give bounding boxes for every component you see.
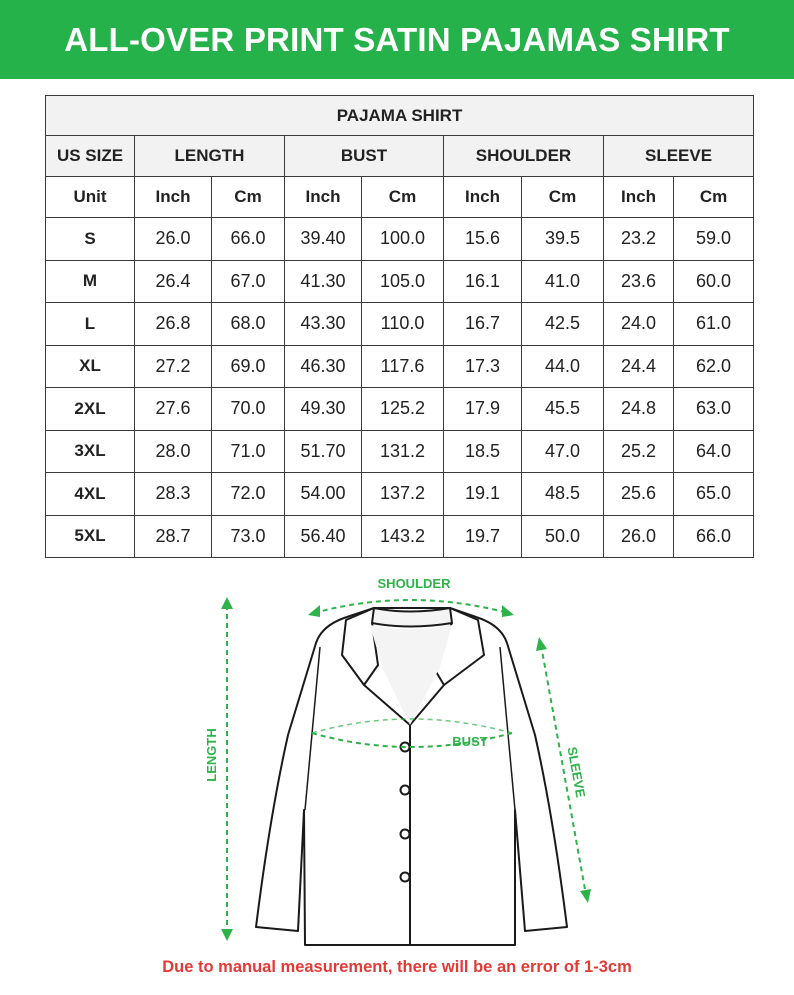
measurement-cell: 70.0 — [212, 388, 285, 431]
size-cell: L — [46, 303, 135, 346]
measurement-cell: 46.30 — [285, 345, 362, 388]
measurement-cell: 62.0 — [674, 345, 754, 388]
unit-header: Unit — [46, 177, 135, 218]
shoulder-arrowhead-left — [308, 605, 320, 617]
unit-header: Inch — [135, 177, 212, 218]
measurement-cell: 18.5 — [444, 430, 522, 473]
measurement-cell: 143.2 — [362, 515, 444, 558]
measurement-cell: 27.6 — [135, 388, 212, 431]
measurement-cell: 100.0 — [362, 218, 444, 261]
length-label: LENGTH — [204, 728, 219, 782]
measurement-cell: 105.0 — [362, 260, 444, 303]
measurement-cell: 50.0 — [522, 515, 604, 558]
size-cell: M — [46, 260, 135, 303]
sleeve-arrowhead-top — [536, 637, 547, 651]
measurement-cell: 51.70 — [285, 430, 362, 473]
shoulder-label: SHOULDER — [377, 576, 451, 591]
measurement-cell: 25.2 — [604, 430, 674, 473]
measurement-cell: 19.1 — [444, 473, 522, 516]
measurement-cell: 24.0 — [604, 303, 674, 346]
measurement-cell: 61.0 — [674, 303, 754, 346]
measurement-cell: 72.0 — [212, 473, 285, 516]
size-cell: XL — [46, 345, 135, 388]
measurement-cell: 28.3 — [135, 473, 212, 516]
unit-header: Cm — [362, 177, 444, 218]
bust-label: BUST — [452, 734, 488, 749]
measurement-cell: 26.0 — [604, 515, 674, 558]
measurement-cell: 45.5 — [522, 388, 604, 431]
unit-header: Cm — [212, 177, 285, 218]
length-arrowhead-top — [221, 597, 233, 609]
measurement-cell: 15.6 — [444, 218, 522, 261]
measurement-cell: 17.3 — [444, 345, 522, 388]
measurement-cell: 54.00 — [285, 473, 362, 516]
measurement-cell: 28.7 — [135, 515, 212, 558]
group-header-length: LENGTH — [135, 136, 285, 177]
size-cell: 2XL — [46, 388, 135, 431]
measurement-cell: 110.0 — [362, 303, 444, 346]
measurement-cell: 39.40 — [285, 218, 362, 261]
size-cell: 4XL — [46, 473, 135, 516]
measurement-cell: 131.2 — [362, 430, 444, 473]
measurement-cell: 41.0 — [522, 260, 604, 303]
measurement-cell: 23.2 — [604, 218, 674, 261]
measurement-cell: 41.30 — [285, 260, 362, 303]
banner-title: ALL-OVER PRINT SATIN PAJAMAS SHIRT — [64, 20, 730, 58]
measurement-cell: 60.0 — [674, 260, 754, 303]
size-cell: 5XL — [46, 515, 135, 558]
group-header-bust: BUST — [285, 136, 444, 177]
measurement-cell: 42.5 — [522, 303, 604, 346]
table-row — [46, 388, 754, 431]
sleeve-arrowhead-bottom — [580, 889, 591, 903]
measurement-cell: 59.0 — [674, 218, 754, 261]
table-row — [46, 218, 754, 261]
page-banner — [0, 0, 794, 79]
measurement-cell: 25.6 — [604, 473, 674, 516]
unit-header: Inch — [285, 177, 362, 218]
measurement-cell: 26.8 — [135, 303, 212, 346]
measurement-cell: 27.2 — [135, 345, 212, 388]
measurement-cell: 16.1 — [444, 260, 522, 303]
measurement-cell: 28.0 — [135, 430, 212, 473]
measurement-cell: 24.4 — [604, 345, 674, 388]
measurement-cell: 71.0 — [212, 430, 285, 473]
shirt-diagram — [0, 565, 794, 955]
unit-header: Inch — [604, 177, 674, 218]
measurement-cell: 125.2 — [362, 388, 444, 431]
size-cell: S — [46, 218, 135, 261]
measurement-cell: 17.9 — [444, 388, 522, 431]
measurement-cell: 47.0 — [522, 430, 604, 473]
unit-header: Cm — [522, 177, 604, 218]
measurement-cell: 26.0 — [135, 218, 212, 261]
table-title: PAJAMA SHIRT — [46, 96, 754, 136]
measurement-cell: 26.4 — [135, 260, 212, 303]
measurement-cell: 24.8 — [604, 388, 674, 431]
shirt-illustration — [256, 608, 567, 945]
shoulder-arrowhead-right — [502, 605, 514, 617]
unit-header: Cm — [674, 177, 754, 218]
table-row — [46, 515, 754, 558]
measurement-cell: 39.5 — [522, 218, 604, 261]
measurement-cell: 48.5 — [522, 473, 604, 516]
measurement-cell: 65.0 — [674, 473, 754, 516]
measurement-cell: 43.30 — [285, 303, 362, 346]
measurement-cell: 73.0 — [212, 515, 285, 558]
length-arrowhead-bottom — [221, 929, 233, 941]
measurement-cell: 117.6 — [362, 345, 444, 388]
unit-row — [46, 177, 754, 218]
measurement-cell: 137.2 — [362, 473, 444, 516]
measurement-cell: 68.0 — [212, 303, 285, 346]
table-row — [46, 260, 754, 303]
measurement-cell: 66.0 — [674, 515, 754, 558]
measurement-cell: 19.7 — [444, 515, 522, 558]
measurement-disclaimer: Due to manual measurement, there will be an error of 1-3cm — [162, 958, 632, 976]
group-header-size: US SIZE — [46, 136, 135, 177]
measurement-cell: 66.0 — [212, 218, 285, 261]
group-header-shoulder: SHOULDER — [444, 136, 604, 177]
measurement-cell: 23.6 — [604, 260, 674, 303]
measurement-cell: 69.0 — [212, 345, 285, 388]
measurement-cell: 56.40 — [285, 515, 362, 558]
measurement-cell: 44.0 — [522, 345, 604, 388]
measurement-cell: 64.0 — [674, 430, 754, 473]
table-row — [46, 430, 754, 473]
size-cell: 3XL — [46, 430, 135, 473]
size-chart-table — [45, 95, 754, 558]
sleeve-label: SLEEVE — [564, 745, 589, 799]
table-row — [46, 473, 754, 516]
measurement-cell: 16.7 — [444, 303, 522, 346]
measurement-cell: 49.30 — [285, 388, 362, 431]
unit-header: Inch — [444, 177, 522, 218]
table-row — [46, 303, 754, 346]
table-row — [46, 345, 754, 388]
group-header-sleeve: SLEEVE — [604, 136, 754, 177]
measurement-cell: 63.0 — [674, 388, 754, 431]
measurement-cell: 67.0 — [212, 260, 285, 303]
